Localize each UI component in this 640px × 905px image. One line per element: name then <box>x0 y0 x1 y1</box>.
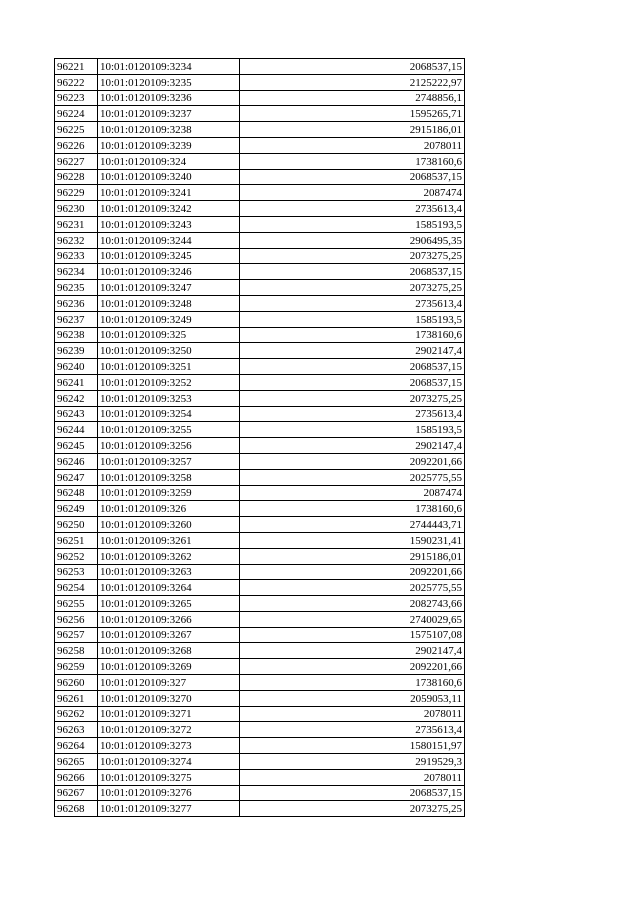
row-number-cell: 96246 <box>55 453 98 469</box>
table-row <box>55 548 465 564</box>
row-number-cell: 96254 <box>55 580 98 596</box>
cadastral-number-cell: 10:01:0120109:3246 <box>98 264 240 280</box>
cadastral-value-cell: 2902147,4 <box>240 643 465 659</box>
table-row <box>55 675 465 691</box>
row-number-cell: 96222 <box>55 74 98 90</box>
table-row <box>55 264 465 280</box>
cadastral-number-cell: 10:01:0120109:3277 <box>98 801 240 817</box>
row-number-cell: 96238 <box>55 327 98 343</box>
table-row <box>55 59 465 75</box>
table-row <box>55 406 465 422</box>
table-row <box>55 564 465 580</box>
row-number-cell: 96227 <box>55 153 98 169</box>
cadastral-number-cell: 10:01:0120109:3266 <box>98 611 240 627</box>
table-body <box>55 59 465 817</box>
cadastral-number-cell: 10:01:0120109:3238 <box>98 122 240 138</box>
cadastral-value-cell: 2025775,55 <box>240 580 465 596</box>
table-row <box>55 311 465 327</box>
row-number-cell: 96228 <box>55 169 98 185</box>
row-number-cell: 96240 <box>55 359 98 375</box>
cadastral-number-cell: 10:01:0120109:3251 <box>98 359 240 375</box>
table-row <box>55 517 465 533</box>
row-number-cell: 96236 <box>55 295 98 311</box>
cadastral-number-cell: 10:01:0120109:3239 <box>98 137 240 153</box>
row-number-cell: 96225 <box>55 122 98 138</box>
table-row <box>55 738 465 754</box>
cadastral-value-cell: 2735613,4 <box>240 406 465 422</box>
cadastral-value-cell: 2068537,15 <box>240 359 465 375</box>
table-row <box>55 216 465 232</box>
cadastral-number-cell: 10:01:0120109:3264 <box>98 580 240 596</box>
row-number-cell: 96226 <box>55 137 98 153</box>
cadastral-value-cell: 2735613,4 <box>240 295 465 311</box>
row-number-cell: 96260 <box>55 675 98 691</box>
cadastral-number-cell: 10:01:0120109:3258 <box>98 469 240 485</box>
cadastral-value-cell: 1738160,6 <box>240 327 465 343</box>
cadastral-number-cell: 10:01:0120109:3263 <box>98 564 240 580</box>
cadastral-number-cell: 10:01:0120109:3235 <box>98 74 240 90</box>
cadastral-number-cell: 10:01:0120109:327 <box>98 675 240 691</box>
cadastral-value-cell: 1590231,41 <box>240 532 465 548</box>
table-row <box>55 453 465 469</box>
cadastral-number-cell: 10:01:0120109:3250 <box>98 343 240 359</box>
cadastral-value-cell: 2902147,4 <box>240 438 465 454</box>
cadastral-value-cell: 2068537,15 <box>240 169 465 185</box>
cadastral-value-cell: 1595265,71 <box>240 106 465 122</box>
cadastral-value-cell: 2073275,25 <box>240 248 465 264</box>
cadastral-number-cell: 10:01:0120109:3252 <box>98 374 240 390</box>
cadastral-number-cell: 10:01:0120109:326 <box>98 501 240 517</box>
table-row <box>55 659 465 675</box>
table-row <box>55 438 465 454</box>
cadastral-value-cell: 2125222,97 <box>240 74 465 90</box>
row-number-cell: 96265 <box>55 754 98 770</box>
row-number-cell: 96239 <box>55 343 98 359</box>
cadastral-number-cell: 10:01:0120109:3270 <box>98 690 240 706</box>
row-number-cell: 96235 <box>55 280 98 296</box>
table-row <box>55 374 465 390</box>
row-number-cell: 96268 <box>55 801 98 817</box>
cadastral-value-cell: 2087474 <box>240 485 465 501</box>
table-row <box>55 627 465 643</box>
cadastral-number-cell: 10:01:0120109:3257 <box>98 453 240 469</box>
row-number-cell: 96249 <box>55 501 98 517</box>
cadastral-value-cell: 2073275,25 <box>240 801 465 817</box>
table-row <box>55 280 465 296</box>
table-row <box>55 754 465 770</box>
cadastral-number-cell: 10:01:0120109:3271 <box>98 706 240 722</box>
row-number-cell: 96229 <box>55 185 98 201</box>
cadastral-number-cell: 10:01:0120109:3269 <box>98 659 240 675</box>
row-number-cell: 96221 <box>55 59 98 75</box>
table-row <box>55 343 465 359</box>
cadastral-value-cell: 2744443,71 <box>240 517 465 533</box>
row-number-cell: 96255 <box>55 596 98 612</box>
cadastral-value-cell: 2092201,66 <box>240 453 465 469</box>
cadastral-value-cell: 2068537,15 <box>240 374 465 390</box>
row-number-cell: 96250 <box>55 517 98 533</box>
cadastral-number-cell: 10:01:0120109:3256 <box>98 438 240 454</box>
cadastral-value-cell: 1585193,5 <box>240 311 465 327</box>
row-number-cell: 96241 <box>55 374 98 390</box>
cadastral-value-cell: 1585193,5 <box>240 422 465 438</box>
cadastral-number-cell: 10:01:0120109:3265 <box>98 596 240 612</box>
table-row <box>55 295 465 311</box>
table-row <box>55 185 465 201</box>
cadastral-number-cell: 10:01:0120109:3259 <box>98 485 240 501</box>
row-number-cell: 96224 <box>55 106 98 122</box>
row-number-cell: 96247 <box>55 469 98 485</box>
cadastral-number-cell: 10:01:0120109:3276 <box>98 785 240 801</box>
table-row <box>55 106 465 122</box>
cadastral-number-cell: 10:01:0120109:324 <box>98 153 240 169</box>
row-number-cell: 96263 <box>55 722 98 738</box>
cadastral-number-cell: 10:01:0120109:3245 <box>98 248 240 264</box>
cadastral-number-cell: 10:01:0120109:3241 <box>98 185 240 201</box>
row-number-cell: 96230 <box>55 201 98 217</box>
cadastral-number-cell: 10:01:0120109:3248 <box>98 295 240 311</box>
cadastral-number-cell: 10:01:0120109:3262 <box>98 548 240 564</box>
cadastral-number-cell: 10:01:0120109:3260 <box>98 517 240 533</box>
table-row <box>55 501 465 517</box>
row-number-cell: 96245 <box>55 438 98 454</box>
cadastral-value-cell: 2073275,25 <box>240 390 465 406</box>
row-number-cell: 96244 <box>55 422 98 438</box>
cadastral-value-cell: 2915186,01 <box>240 122 465 138</box>
cadastral-value-cell: 2906495,35 <box>240 232 465 248</box>
row-number-cell: 96258 <box>55 643 98 659</box>
cadastral-number-cell: 10:01:0120109:3242 <box>98 201 240 217</box>
table-row <box>55 122 465 138</box>
cadastral-value-cell: 1738160,6 <box>240 501 465 517</box>
cadastral-number-cell: 10:01:0120109:3267 <box>98 627 240 643</box>
table-row <box>55 137 465 153</box>
row-number-cell: 96223 <box>55 90 98 106</box>
row-number-cell: 96233 <box>55 248 98 264</box>
cadastral-value-cell: 2068537,15 <box>240 59 465 75</box>
row-number-cell: 96259 <box>55 659 98 675</box>
cadastral-value-cell: 2087474 <box>240 185 465 201</box>
cadastral-value-cell: 2915186,01 <box>240 548 465 564</box>
cadastral-number-cell: 10:01:0120109:3237 <box>98 106 240 122</box>
table-row <box>55 722 465 738</box>
cadastral-number-cell: 10:01:0120109:3240 <box>98 169 240 185</box>
cadastral-value-cell: 2078011 <box>240 137 465 153</box>
table-row <box>55 485 465 501</box>
cadastral-value-table <box>54 58 465 817</box>
cadastral-number-cell: 10:01:0120109:3261 <box>98 532 240 548</box>
table-row <box>55 422 465 438</box>
table-row <box>55 785 465 801</box>
cadastral-value-cell: 2073275,25 <box>240 280 465 296</box>
cadastral-number-cell: 10:01:0120109:3236 <box>98 90 240 106</box>
row-number-cell: 96262 <box>55 706 98 722</box>
table-row <box>55 596 465 612</box>
cadastral-number-cell: 10:01:0120109:3249 <box>98 311 240 327</box>
cadastral-number-cell: 10:01:0120109:3247 <box>98 280 240 296</box>
cadastral-number-cell: 10:01:0120109:3255 <box>98 422 240 438</box>
cadastral-value-cell: 2078011 <box>240 769 465 785</box>
cadastral-value-cell: 2919529,3 <box>240 754 465 770</box>
table-row <box>55 90 465 106</box>
table-row <box>55 153 465 169</box>
cadastral-value-cell: 2082743,66 <box>240 596 465 612</box>
row-number-cell: 96242 <box>55 390 98 406</box>
cadastral-value-cell: 1580151,97 <box>240 738 465 754</box>
cadastral-value-cell: 2735613,4 <box>240 201 465 217</box>
table-row <box>55 611 465 627</box>
row-number-cell: 96266 <box>55 769 98 785</box>
table-row <box>55 74 465 90</box>
cadastral-number-cell: 10:01:0120109:3274 <box>98 754 240 770</box>
row-number-cell: 96232 <box>55 232 98 248</box>
cadastral-value-cell: 2092201,66 <box>240 564 465 580</box>
row-number-cell: 96231 <box>55 216 98 232</box>
cadastral-number-cell: 10:01:0120109:3275 <box>98 769 240 785</box>
cadastral-number-cell: 10:01:0120109:3253 <box>98 390 240 406</box>
row-number-cell: 96251 <box>55 532 98 548</box>
table-row <box>55 169 465 185</box>
cadastral-value-cell: 2902147,4 <box>240 343 465 359</box>
cadastral-number-cell: 10:01:0120109:3268 <box>98 643 240 659</box>
table-row <box>55 359 465 375</box>
row-number-cell: 96253 <box>55 564 98 580</box>
table-row <box>55 801 465 817</box>
table-row <box>55 690 465 706</box>
cadastral-value-cell: 2068537,15 <box>240 264 465 280</box>
cadastral-value-cell: 2748856,1 <box>240 90 465 106</box>
cadastral-value-cell: 1585193,5 <box>240 216 465 232</box>
table-row <box>55 232 465 248</box>
row-number-cell: 96264 <box>55 738 98 754</box>
row-number-cell: 96234 <box>55 264 98 280</box>
cadastral-value-cell: 1738160,6 <box>240 153 465 169</box>
cadastral-value-cell: 2068537,15 <box>240 785 465 801</box>
cadastral-number-cell: 10:01:0120109:3272 <box>98 722 240 738</box>
cadastral-number-cell: 10:01:0120109:3234 <box>98 59 240 75</box>
cadastral-number-cell: 10:01:0120109:3273 <box>98 738 240 754</box>
table-row <box>55 769 465 785</box>
cadastral-value-cell: 2078011 <box>240 706 465 722</box>
row-number-cell: 96248 <box>55 485 98 501</box>
table-row <box>55 469 465 485</box>
cadastral-number-cell: 10:01:0120109:3243 <box>98 216 240 232</box>
cadastral-number-cell: 10:01:0120109:3254 <box>98 406 240 422</box>
row-number-cell: 96267 <box>55 785 98 801</box>
row-number-cell: 96252 <box>55 548 98 564</box>
cadastral-number-cell: 10:01:0120109:325 <box>98 327 240 343</box>
row-number-cell: 96243 <box>55 406 98 422</box>
cadastral-number-cell: 10:01:0120109:3244 <box>98 232 240 248</box>
row-number-cell: 96256 <box>55 611 98 627</box>
table-row <box>55 201 465 217</box>
table-row <box>55 643 465 659</box>
table-row <box>55 390 465 406</box>
cadastral-value-cell: 1738160,6 <box>240 675 465 691</box>
cadastral-value-cell: 2740029,65 <box>240 611 465 627</box>
row-number-cell: 96261 <box>55 690 98 706</box>
row-number-cell: 96257 <box>55 627 98 643</box>
table-row <box>55 327 465 343</box>
table-row <box>55 532 465 548</box>
cadastral-value-cell: 2735613,4 <box>240 722 465 738</box>
cadastral-value-cell: 2025775,55 <box>240 469 465 485</box>
cadastral-value-cell: 2059053,11 <box>240 690 465 706</box>
cadastral-value-cell: 2092201,66 <box>240 659 465 675</box>
table-row <box>55 580 465 596</box>
cadastral-value-cell: 1575107,08 <box>240 627 465 643</box>
table-row <box>55 706 465 722</box>
row-number-cell: 96237 <box>55 311 98 327</box>
table-row <box>55 248 465 264</box>
